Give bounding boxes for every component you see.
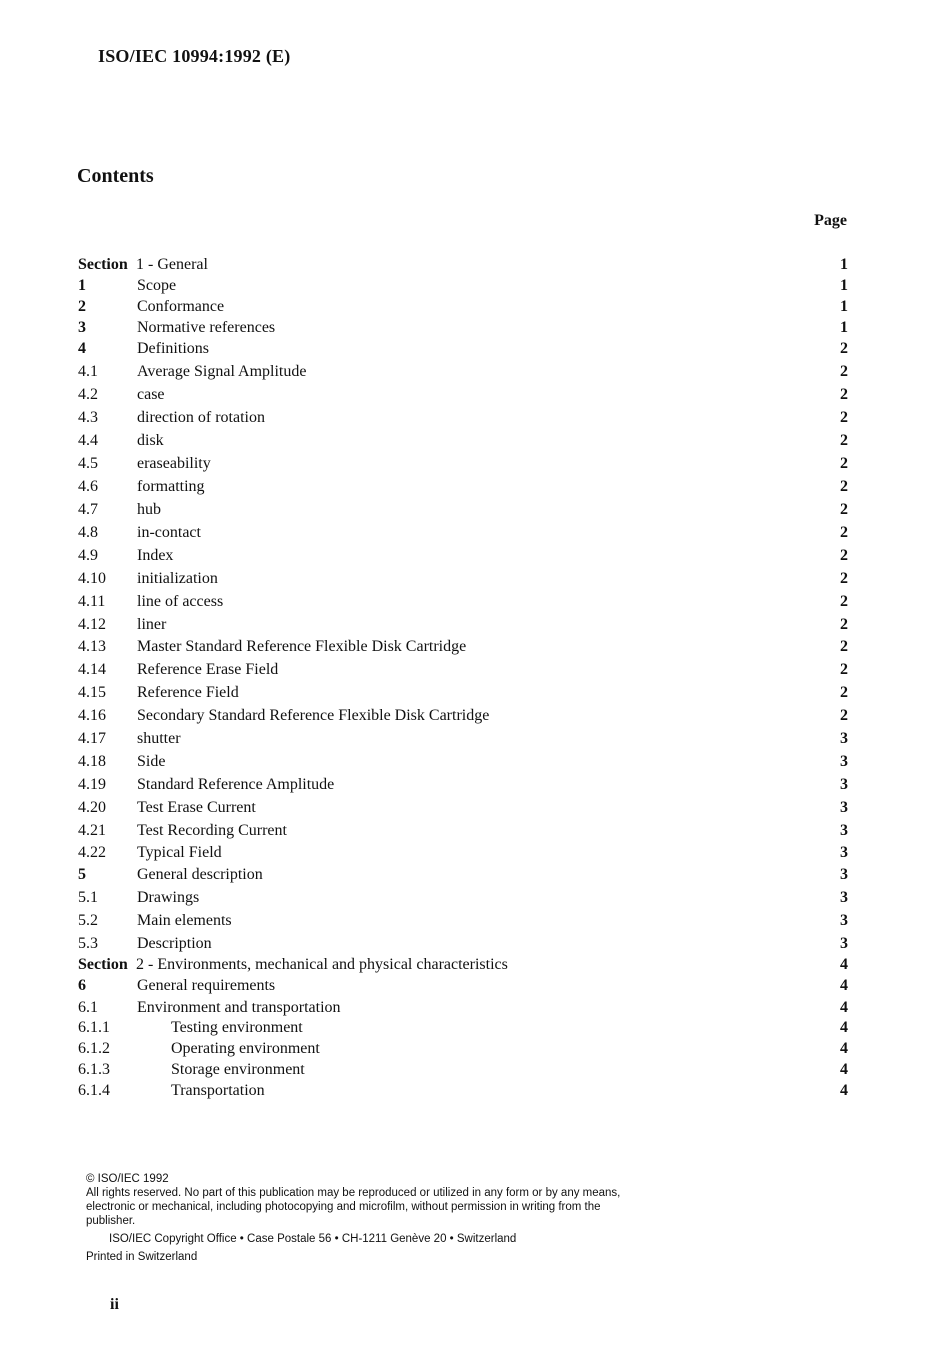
toc-entry-title: Definitions [137, 340, 209, 357]
toc-entry [0, 545, 950, 567]
toc-entry-title: Side [137, 753, 166, 770]
toc-entry-title: direction of rotation [137, 409, 265, 426]
toc-entry-page: 2 [840, 409, 848, 426]
toc-entry [0, 682, 950, 704]
toc-entry-page: 3 [840, 753, 848, 770]
toc-entry-title: Testing environment [171, 1019, 303, 1036]
toc-entry [0, 384, 950, 406]
toc-entry [0, 954, 950, 976]
toc-entry-page: 4 [840, 1040, 848, 1057]
toc-entry [0, 568, 950, 590]
toc-entry-number: 4 [78, 340, 86, 357]
toc-entry-number: 5 [78, 866, 86, 883]
toc-entry [0, 338, 950, 360]
toc-entry-number: 4.1 [78, 363, 98, 380]
toc-entry-page: 2 [840, 638, 848, 655]
toc-entry-title: Operating environment [171, 1040, 320, 1057]
toc-entry [0, 887, 950, 909]
toc-entry [0, 254, 950, 276]
toc-entry-page: 3 [840, 730, 848, 747]
toc-entry-title: hub [137, 501, 161, 518]
toc-entry [0, 820, 950, 842]
toc-entry-page: 2 [840, 707, 848, 724]
toc-entry-page: 2 [840, 432, 848, 449]
toc-entry-number: 4.2 [78, 386, 98, 403]
toc-entry-title: Description [137, 935, 212, 952]
page-number: ii [110, 1296, 119, 1313]
toc-entry-title: initialization [137, 570, 218, 587]
toc-entry [0, 864, 950, 886]
toc-entry-number: 4.16 [78, 707, 106, 724]
toc-entry-page: 3 [840, 776, 848, 793]
toc-entry [0, 997, 950, 1019]
toc-entry-page: 2 [840, 547, 848, 564]
toc-entry-number: 4.19 [78, 776, 106, 793]
toc-entry [0, 933, 950, 955]
toc-entry-title: Test Erase Current [137, 799, 256, 816]
toc-entry-title: Reference Erase Field [137, 661, 279, 678]
toc-entry-number: 4.13 [78, 638, 106, 655]
toc-entry [0, 1038, 950, 1060]
toc-entry-page: 2 [840, 386, 848, 403]
toc-entry-title: Normative references [137, 319, 276, 336]
toc-entry-title: 1 - General [136, 256, 208, 273]
toc-entry [0, 591, 950, 613]
toc-entry-number: 5.2 [78, 912, 98, 929]
toc-entry-title: General requirements [137, 977, 276, 994]
toc-entry-number: 4.10 [78, 570, 106, 587]
toc-entry-number: 5.1 [78, 889, 98, 906]
toc-entry-title: Environment and transportation [137, 999, 341, 1016]
toc-entry-number: 6.1.1 [78, 1019, 110, 1036]
contents-title: Contents [77, 165, 154, 187]
toc-entry-page: 4 [840, 999, 848, 1016]
toc-entry [0, 361, 950, 383]
toc-entry-page: 1 [840, 277, 848, 294]
toc-entry-number: Section [78, 256, 128, 273]
toc-entry-number: 4.18 [78, 753, 106, 770]
printed-in: Printed in Switzerland [86, 1251, 198, 1263]
toc-entry-number: 4.14 [78, 661, 106, 678]
toc-entry-page: 3 [840, 844, 848, 861]
toc-entry [0, 1017, 950, 1039]
toc-entry-page: 4 [840, 1082, 848, 1099]
toc-entry-page: 2 [840, 363, 848, 380]
toc-entry-number: 4.8 [78, 524, 98, 541]
toc-entry-number: 4.3 [78, 409, 98, 426]
toc-entry-number: 1 [78, 277, 86, 294]
toc-entry [0, 910, 950, 932]
toc-entry [0, 453, 950, 475]
toc-entry-number: 4.12 [78, 616, 106, 633]
toc-entry-page: 2 [840, 478, 848, 495]
toc-entry [0, 499, 950, 521]
toc-entry-number: 3 [78, 319, 86, 336]
rights-notice: All rights reserved. No part of this publication may be reproduced or utilized in any form or by any means, electronic or mechanical, including photocopying and microfilm, without permission in writing from the publisher. [86, 1187, 621, 1227]
toc-entry-number: 4.7 [78, 501, 98, 518]
toc-entry-page: 4 [840, 1061, 848, 1078]
toc-entry-number: 4.11 [78, 593, 106, 610]
toc-entry-page: 2 [840, 524, 848, 541]
toc-entry-page: 1 [840, 319, 848, 336]
toc-entry-number: 6.1.3 [78, 1061, 110, 1078]
toc-entry [0, 659, 950, 681]
toc-entry-title: Standard Reference Amplitude [137, 776, 335, 793]
toc-entry [0, 705, 950, 727]
toc-entry-page: 4 [840, 956, 848, 973]
toc-entry-title: Typical Field [137, 844, 222, 861]
toc-entry-title: formatting [137, 478, 205, 495]
toc-entry [0, 797, 950, 819]
copyright-office: ISO/IEC Copyright Office • Case Postale 56 • CH-1211 Genève 20 • Switzerland [109, 1233, 517, 1245]
toc-entry [0, 476, 950, 498]
toc-entry-title: Drawings [137, 889, 200, 906]
toc-entry-page: 2 [840, 570, 848, 587]
toc-entry-title: Reference Field [137, 684, 239, 701]
toc-entry-title: Index [137, 547, 174, 564]
toc-entry-number: 4.22 [78, 844, 106, 861]
toc-entry [0, 275, 950, 297]
toc-entry-number: 4.21 [78, 822, 106, 839]
toc-entry-number: 4.4 [78, 432, 98, 449]
toc-entry-number: 5.3 [78, 935, 98, 952]
toc-entry [0, 317, 950, 339]
toc-entry-title: eraseability [137, 455, 211, 472]
toc-entry-title: General description [137, 866, 263, 883]
toc-entry-number: 2 [78, 298, 86, 315]
toc-entry-title: Master Standard Reference Flexible Disk Cartridge [137, 638, 467, 655]
toc-entry-number: 4.5 [78, 455, 98, 472]
toc-entry-title: Scope [137, 277, 177, 294]
toc-entry-page: 3 [840, 912, 848, 929]
toc-entry-page: 4 [840, 977, 848, 994]
toc-entry-page: 3 [840, 799, 848, 816]
toc-entry [0, 636, 950, 658]
toc-entry-page: 2 [840, 340, 848, 357]
toc-entry-title: case [137, 386, 165, 403]
toc-entry-title: Conformance [137, 298, 225, 315]
toc-entry-title: disk [137, 432, 164, 449]
toc-entry-page: 2 [840, 684, 848, 701]
toc-entry-number: 6.1 [78, 999, 98, 1016]
toc-entry-title: shutter [137, 730, 181, 747]
toc-entry-number: 6.1.4 [78, 1082, 110, 1099]
toc-entry-title: Transportation [171, 1082, 265, 1099]
toc-entry-page: 2 [840, 455, 848, 472]
toc-entry-page: 1 [840, 256, 848, 273]
toc-entry [0, 728, 950, 750]
document-header: ISO/IEC 10994:1992 (E) [98, 46, 291, 66]
toc-entry [0, 614, 950, 636]
toc-entry-page: 4 [840, 1019, 848, 1036]
toc-entry [0, 522, 950, 544]
toc-entry-page: 3 [840, 935, 848, 952]
toc-entry-title: Test Recording Current [137, 822, 287, 839]
toc-entry-title: liner [137, 616, 167, 633]
toc-entry-number: Section [78, 956, 128, 973]
toc-entry-title: line of access [137, 593, 224, 610]
toc-entry-number: 6.1.2 [78, 1040, 110, 1057]
toc-entry-page: 3 [840, 889, 848, 906]
toc-entry-number: 4.17 [78, 730, 106, 747]
copyright-line: © ISO/IEC 1992 [86, 1173, 169, 1185]
toc-entry [0, 842, 950, 864]
toc-entry-page: 3 [840, 866, 848, 883]
copyright-footer [86, 1172, 646, 1264]
toc-entry-title: Main elements [137, 912, 232, 929]
toc-entry-title: in-contact [137, 524, 201, 541]
toc-entry-title: 2 - Environments, mechanical and physical characteristics [136, 956, 508, 973]
toc-entry-page: 2 [840, 661, 848, 678]
toc-entry [0, 774, 950, 796]
toc-entry [0, 975, 950, 997]
toc-entry [0, 751, 950, 773]
toc-entry [0, 430, 950, 452]
toc-entry-number: 4.6 [78, 478, 98, 495]
toc-entry-title: Average Signal Amplitude [137, 363, 307, 380]
toc-entry-page: 2 [840, 593, 848, 610]
toc-entry-page: 1 [840, 298, 848, 315]
toc-entry-number: 4.9 [78, 547, 98, 564]
toc-entry [0, 1080, 950, 1102]
toc-entry-page: 2 [840, 501, 848, 518]
toc-entry [0, 296, 950, 318]
toc-entry-page: 2 [840, 616, 848, 633]
toc-entry [0, 1059, 950, 1081]
toc-entry-number: 4.20 [78, 799, 106, 816]
toc-entry [0, 407, 950, 429]
toc-entry-title: Storage environment [171, 1061, 305, 1078]
toc-entry-number: 4.15 [78, 684, 106, 701]
toc-entry-title: Secondary Standard Reference Flexible Disk Cartridge [137, 707, 490, 724]
toc-entry-number: 6 [78, 977, 86, 994]
toc-entry-page: 3 [840, 822, 848, 839]
page-column-label: Page [814, 212, 847, 229]
